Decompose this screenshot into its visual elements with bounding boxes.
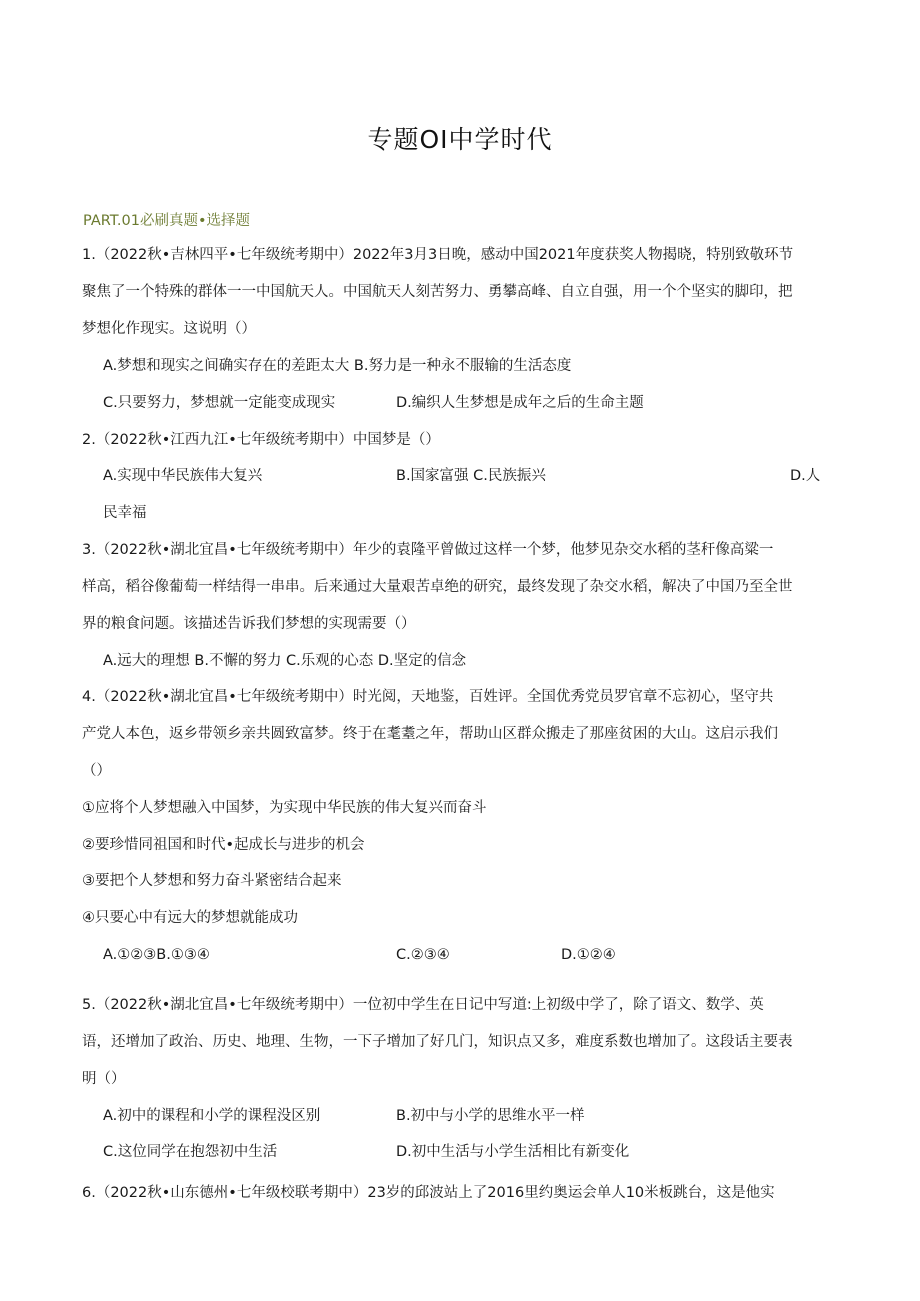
question-1-stem-line-3: 梦想化作现实。这说明（） (82, 321, 256, 337)
question-1-options-ab: A.梦想和现实之间确实存在的差距太大 B.努力是一种永不服输的生活态度 (103, 358, 572, 374)
question-4-option-d: D.①②④ (561, 947, 616, 963)
question-6-stem-line-1: 6.（2022秋•山东德州•七年级校联考期中）23岁的邱波站上了2016里约奥运会单人10米板跳台，这是他实 (82, 1185, 775, 1201)
question-4-option-c: C.②③④ (396, 947, 450, 963)
question-4-stem-line-2: 产党人本色，返乡带领乡亲共圆致富梦。终于在耄耋之年，帮助山区群众搬走了那座贫困的大山。这启示我们 (82, 726, 778, 742)
question-4-item-3: ③要把个人梦想和努力奋斗紧密结合起来 (82, 873, 342, 889)
question-4-stem-line-1: 4.（2022秋•湖北宜昌•七年级统考期中）时光阅，天地鉴，百姓评。全国优秀党员罗官章不忘初心，坚守共 (82, 689, 774, 705)
question-2-options-bc: B.国家富强 C.民族振兴 (396, 468, 546, 484)
question-5-option-b: B.初中与小学的思维水平一样 (396, 1108, 585, 1124)
question-5-option-c: C.这位同学在抱怨初中生活 (103, 1144, 278, 1160)
question-4-options-ab: A.①②③B.①③④ (103, 947, 210, 963)
question-5-stem-line-3: 明（） (82, 1071, 126, 1087)
question-5-option-d: D.初中生活与小学生活相比有新变化 (396, 1144, 630, 1160)
question-1-option-c: C.只要努力，梦想就一定能变成现实 (103, 395, 336, 411)
question-2-option-a: A.实现中华民族伟大复兴 (103, 468, 263, 484)
question-2-stem: 2.（2022秋•江西九江•七年级统考期中）中国梦是（） (82, 432, 440, 448)
question-5-stem-line-1: 5.（2022秋•湖北宜昌•七年级统考期中）一位初中学生在日记中写道:上初级中学了，除了语文、数学、英 (82, 997, 764, 1013)
page-title: 专题OI中学时代 (367, 125, 553, 154)
question-3-stem-line-3: 界的粮食问题。该描述告诉我们梦想的实现需要（） (82, 616, 416, 632)
question-5-stem-line-2: 语，还增加了政治、历史、地理、生物，一下子增加了好几门，知识点又多，难度系数也增加了。这段话主要表 (82, 1034, 793, 1050)
question-2-option-d-head: D.人 (790, 468, 821, 484)
question-4-item-4: ④只要心中有远大的梦想就能成功 (82, 910, 298, 926)
question-3-stem-line-1: 3.（2022秋•湖北宜昌•七年级统考期中）年少的袁隆平曾做过这样一个梦，他梦见杂交水稻的茎秆像高粱一 (82, 542, 774, 558)
question-1-stem-line-2: 聚焦了一个特殊的群体一一中国航天人。中国航天人刻苦努力、勇攀高峰、自立自强，用一个个坚实的脚印，把 (82, 284, 793, 300)
question-4-item-1: ①应将个人梦想融入中国梦，为实现中华民族的伟大复兴而奋斗 (82, 800, 487, 816)
question-4-stem-line-3: （） (82, 763, 111, 779)
question-4-item-2: ②要珍惜同祖国和时代•起成长与进步的机会 (82, 837, 365, 853)
question-3-options: A.远大的理想 B.不懈的努力 C.乐观的心态 D.坚定的信念 (103, 653, 467, 669)
question-5-option-a: A.初中的课程和小学的课程没区别 (103, 1108, 321, 1124)
question-2-option-d-tail: 民幸福 (103, 505, 147, 521)
part-heading: PART.01必刷真题•选择题 (83, 213, 251, 229)
question-1-stem-line-1: 1.（2022秋•吉林四平•七年级统考期中）2022年3月3日晚，感动中国2021年度获奖人物揭晓，特别致敬环节 (82, 247, 794, 263)
question-1-option-d: D.编织人生梦想是成年之后的生命主题 (396, 395, 644, 411)
question-3-stem-line-2: 样高，稻谷像葡萄一样结得一串串。后来通过大量艰苦卓绝的研究，最终发现了杂交水稻，解决了中国乃至全世 (82, 579, 793, 595)
